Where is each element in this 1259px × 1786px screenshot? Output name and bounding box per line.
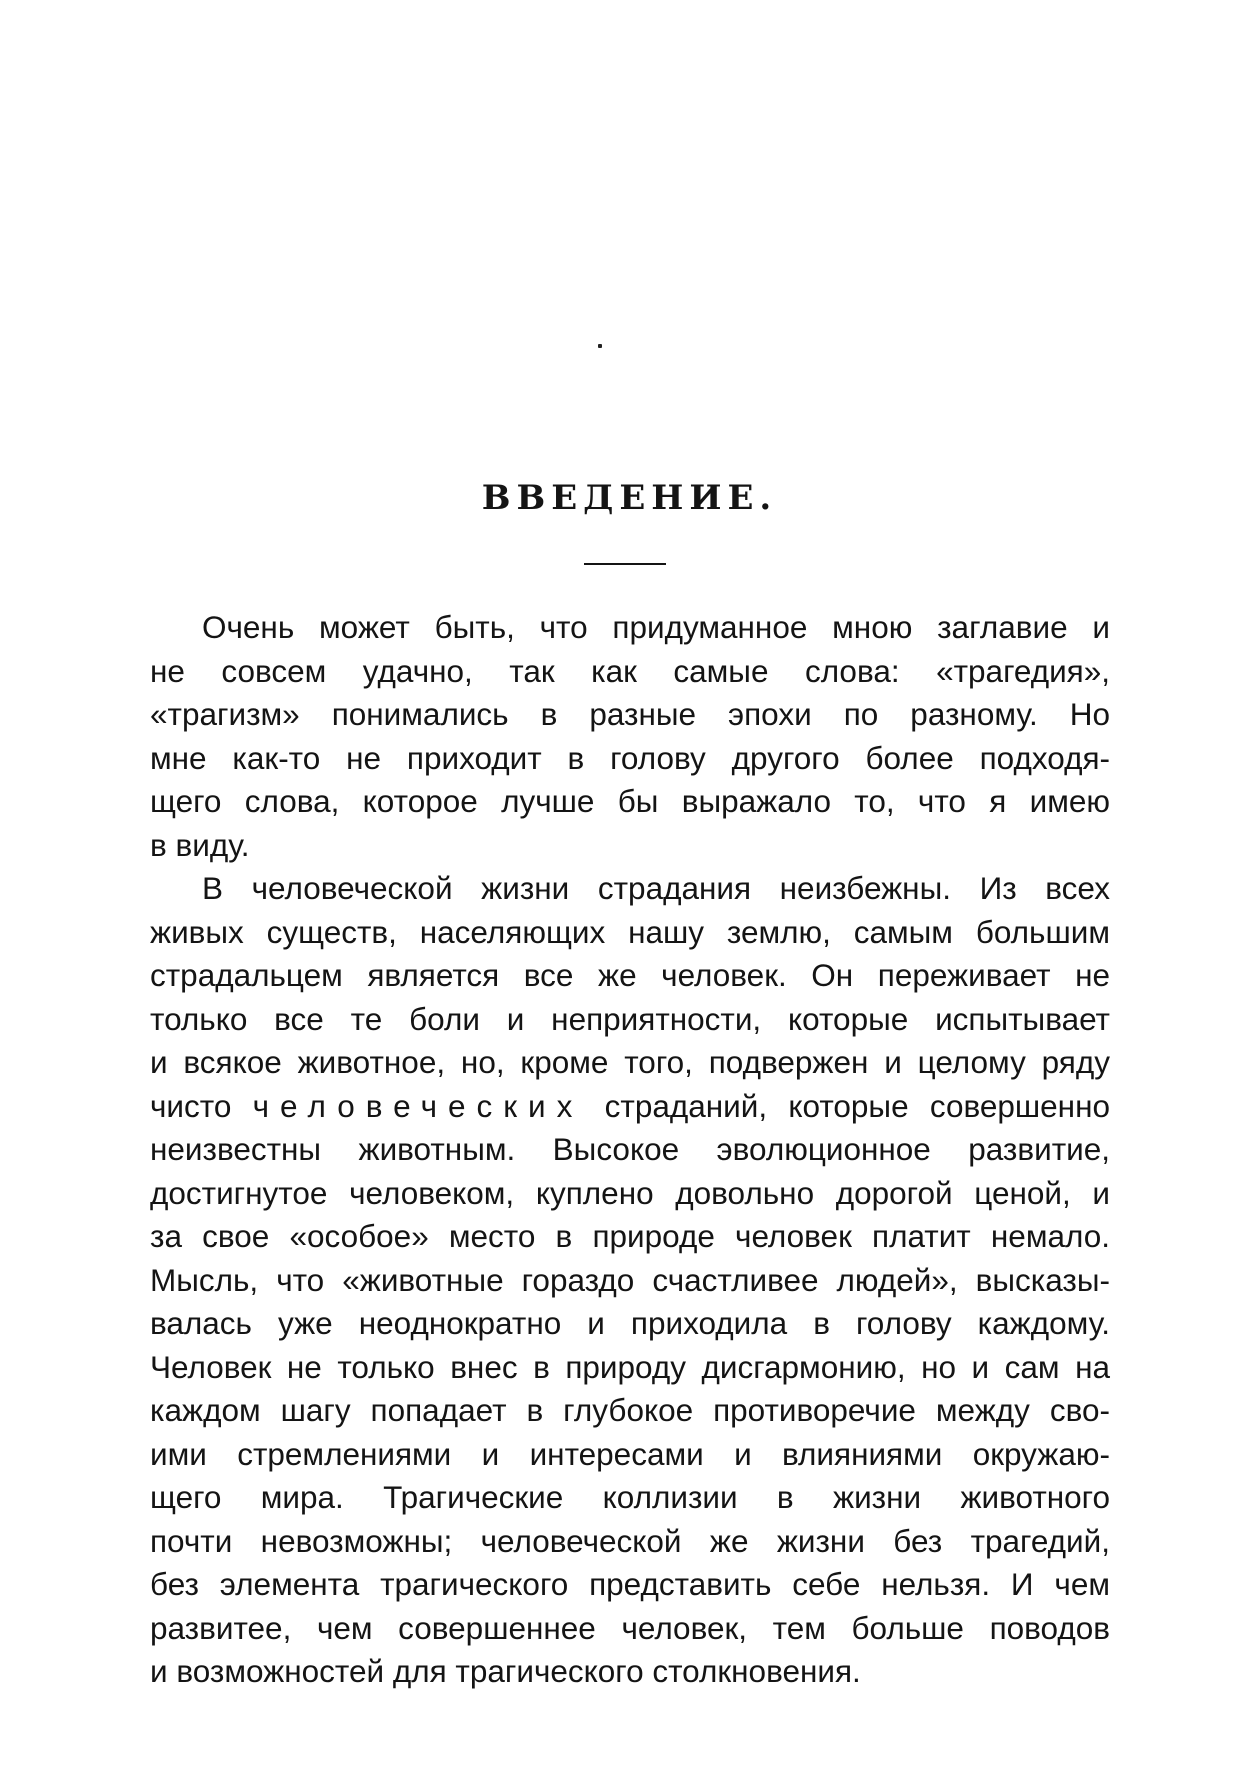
text-line: мне как-то не приходит в голову другого более подходя- — [150, 739, 1110, 776]
text-line: без элемента трагического представить себе нельзя. И чем — [150, 1566, 1110, 1602]
text-fragment: чисто — [150, 1087, 232, 1124]
text-line: В человеческой жизни страдания неизбежны. Из всех — [202, 870, 1110, 906]
text-line: не совсем удачно, так как самые слова: «трагедия», — [150, 652, 1110, 689]
chapter-heading: ВВЕДЕНИЕ. — [481, 478, 778, 518]
text-line: страдальцем является все же человек. Он переживает не — [150, 957, 1110, 993]
spaced-emphasis: человеческих — [252, 1087, 584, 1124]
text-line: Очень может быть, что придуманное мною заглавие и — [202, 609, 1110, 645]
text-line: неизвестны животным. Высокое эволюционное развитие, — [150, 1131, 1110, 1167]
text-line: живых существ, населяющих нашу землю, самым большим — [150, 913, 1110, 950]
text-line: достигнутое человеком, куплено довольно дорогой ценой, и — [150, 1174, 1110, 1211]
text-line: только все те боли и неприятности, которые испытывает — [150, 1000, 1110, 1037]
body-text — [150, 606, 1110, 1694]
text-line: и возможностей для трагического столкновения. — [150, 1653, 861, 1689]
text-line: Человек не только внес в природу дисгармонию, но и сам на — [150, 1348, 1110, 1385]
text-line: развитее, чем совершеннее человек, тем больше поводов — [150, 1609, 1110, 1646]
text-line: Мысль, что «животные гораздо счастливее людей», высказы- — [150, 1261, 1110, 1298]
text-line: почти невозможны; человеческой же жизни без трагедий, — [150, 1522, 1110, 1559]
text-line: и всякое животное, но, кроме того, подвержен и целому ряду — [150, 1044, 1110, 1080]
text-line: каждом шагу попадает в глубокое противоречие между сво- — [150, 1392, 1110, 1428]
text-line: валась уже неоднократно и приходила в голову каждому. — [150, 1305, 1110, 1341]
text-line: щего мира. Трагические коллизии в жизни животного — [150, 1479, 1110, 1515]
text-line-spaced — [150, 1085, 1110, 1129]
text-fragment: страданий, которые совершенно — [604, 1087, 1110, 1124]
text-line: «трагизм» понимались в разные эпохи по разному. Но — [150, 696, 1110, 732]
text-line: за свое «особое» место в природе человек платит немало. — [150, 1218, 1110, 1254]
text-line: ими стремлениями и интересами и влияниями окружаю- — [150, 1435, 1110, 1472]
text-line: щего слова, которое лучше бы выражало то, что я имею — [150, 783, 1110, 819]
ink-speck — [598, 344, 602, 348]
heading-divider — [584, 563, 666, 565]
text-line: в виду. — [150, 826, 250, 863]
